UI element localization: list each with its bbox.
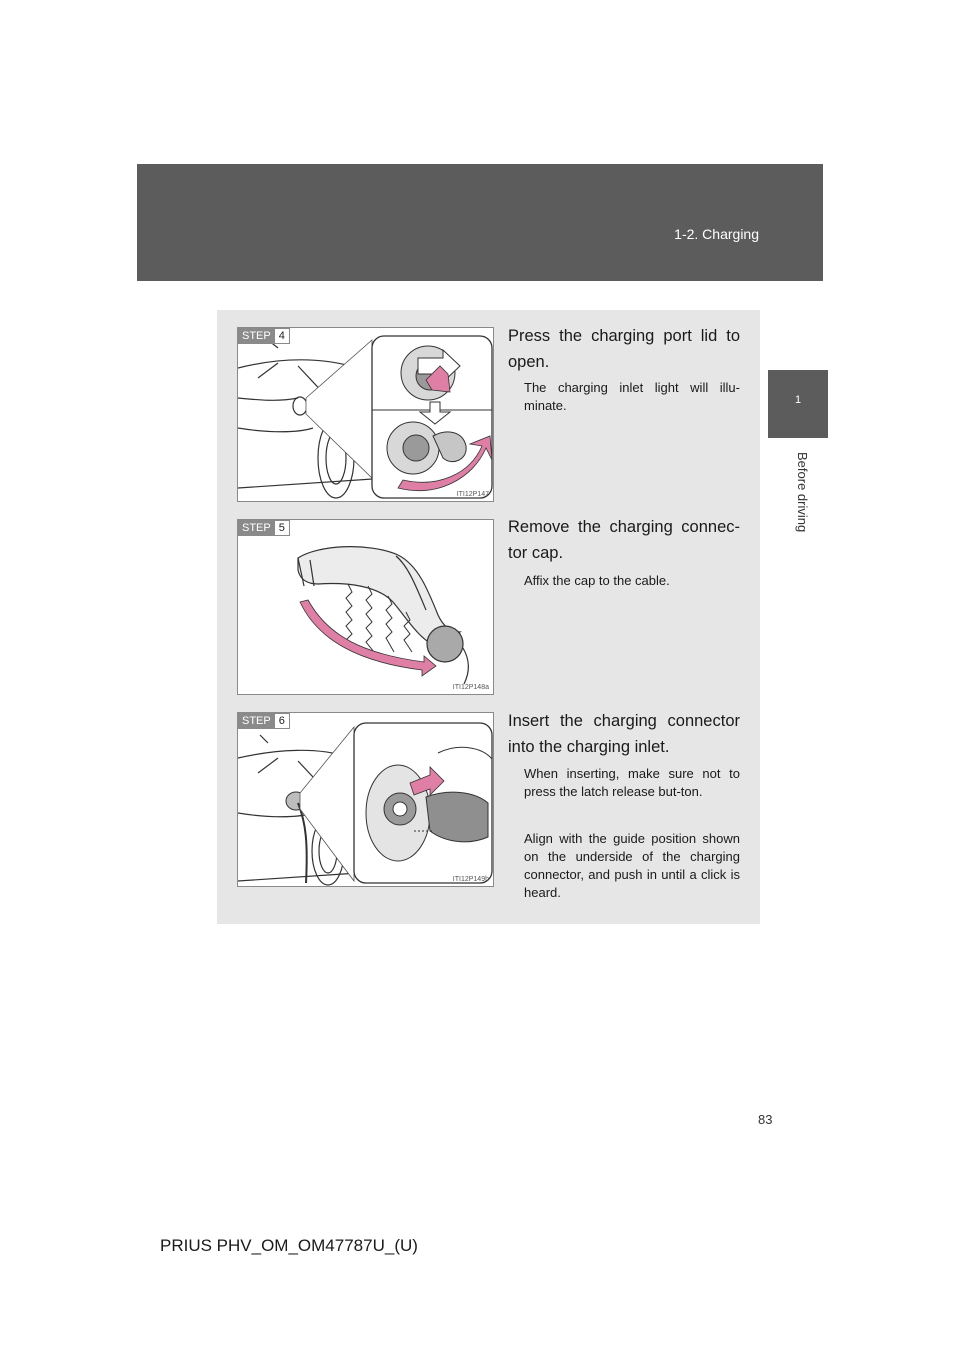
step-5-figure	[237, 519, 494, 695]
step-4-heading: Press the charging port lid to open.	[508, 327, 740, 371]
step-label: STEP	[238, 713, 275, 729]
step-5-badge	[238, 520, 290, 536]
step-6-heading: Insert the charging connector into the charging inlet.	[508, 712, 740, 756]
figure-code: ITI12P147	[456, 491, 489, 498]
step-5-heading: Remove the charging connec-tor cap.	[508, 518, 740, 562]
chapter-label: Before driving	[795, 452, 810, 533]
step-4-badge	[238, 328, 290, 344]
step-6-figure	[237, 712, 494, 887]
figure-code: ITI12P148a	[452, 684, 489, 691]
step-4-note: The charging inlet light will illu-minate.	[524, 380, 740, 413]
chapter-number: 1	[794, 394, 802, 406]
step-6-note-1: When inserting, make sure not to press the latch release but-ton.	[524, 766, 740, 799]
step-label: STEP	[238, 520, 275, 536]
step-5-note: Affix the cap to the cable.	[524, 573, 670, 588]
step-4-figure	[237, 327, 494, 502]
step-number: 4	[275, 328, 290, 344]
step-number: 5	[275, 520, 290, 536]
chapter-tab	[768, 370, 828, 438]
insert-connector-illustration	[238, 713, 494, 887]
step-6-badge	[238, 713, 290, 729]
connector-cap-illustration	[238, 520, 494, 695]
step-6-note-2: Align with the guide position shown on the underside of the charging connector, and push in until a click is heard.	[524, 831, 740, 900]
page-header	[137, 164, 823, 281]
document-code: PRIUS PHV_OM_OM47787U_(U)	[160, 1236, 418, 1255]
step-number: 6	[275, 713, 290, 729]
section-title: 1-2. Charging	[674, 226, 759, 242]
page-number: 83	[758, 1112, 773, 1127]
step-label: STEP	[238, 328, 275, 344]
figure-code: ITI12P149b	[452, 876, 489, 883]
charging-port-lid-illustration	[238, 328, 494, 502]
